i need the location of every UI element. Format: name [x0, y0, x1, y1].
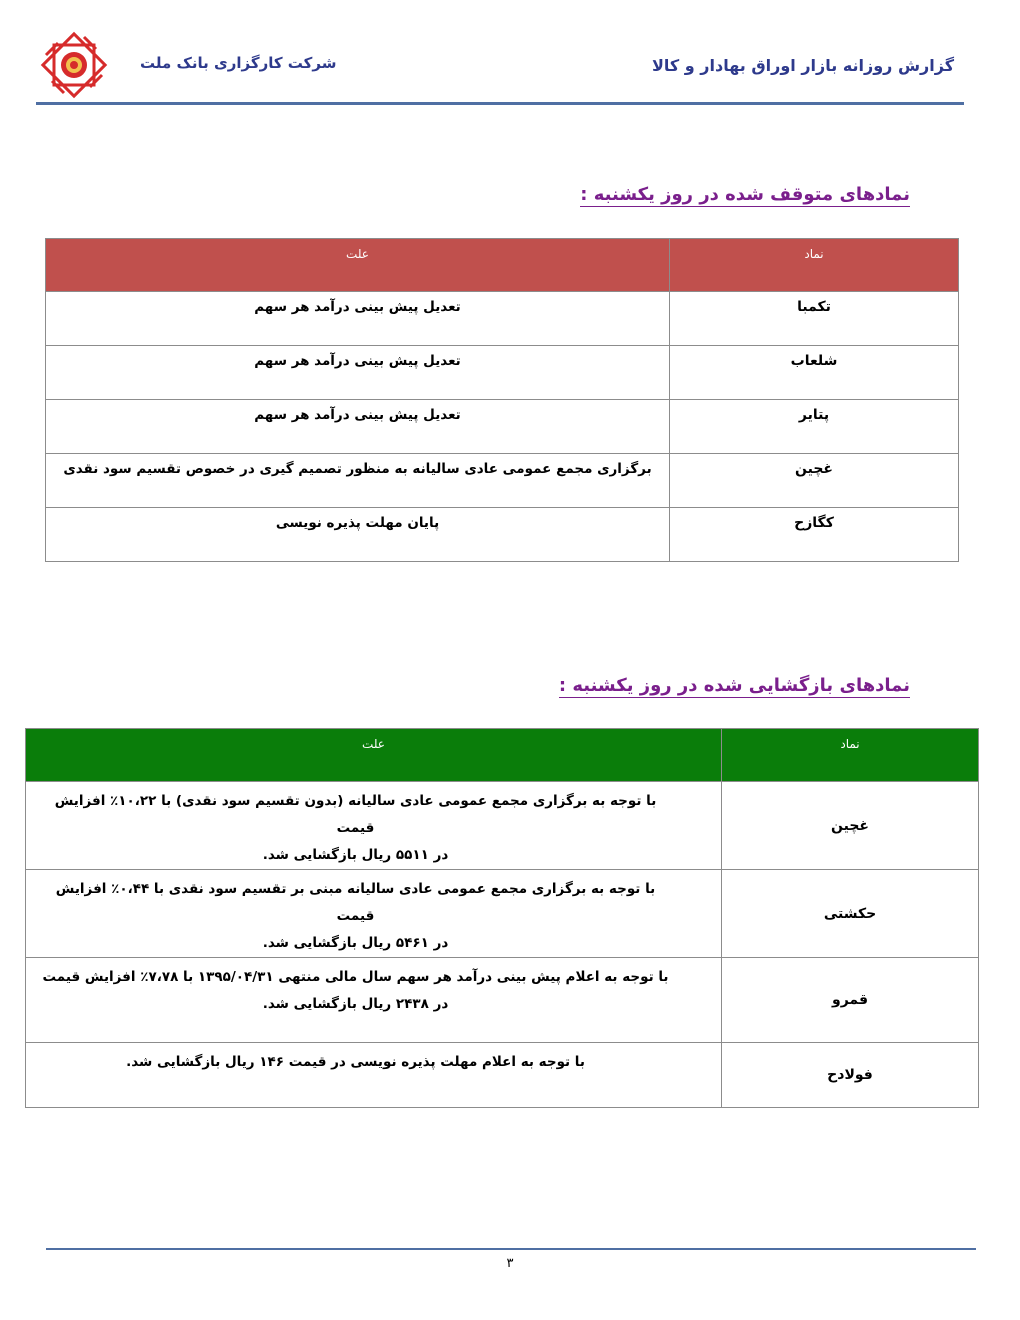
table-row [26, 1043, 979, 1108]
header-rule [36, 102, 964, 105]
halted-section-title: نمادهای متوقف شده در روز یکشنبه : [580, 184, 910, 205]
reason-line-1: با توجه به اعلام مهلت پذیره نویسی در قیمت ۱۴۶ ریال بازگشایی شد. [126, 1054, 585, 1070]
table-header-row [26, 729, 979, 782]
reason-cell [26, 782, 722, 870]
reason-cell: تعدیل پیش بینی درآمد هر سهم [46, 400, 670, 454]
table-row [46, 508, 959, 562]
symbol-cell: کگازح [670, 508, 959, 562]
symbol-cell: غچین [670, 454, 959, 508]
report-title: گزارش روزانه بازار اوراق بهادار و کالا [651, 56, 954, 75]
reason-cell [26, 870, 722, 958]
column-header-reason: علت [46, 239, 670, 292]
halted-table [45, 238, 959, 562]
reason-line-2: در ۲۴۳۸ ریال بازگشایی شد. [262, 996, 449, 1012]
reopened-table [25, 728, 979, 1108]
reason-cell: پایان مهلت پذیره نویسی [46, 508, 670, 562]
reason-cell: تعدیل پیش بینی درآمد هر سهم [46, 346, 670, 400]
reason-cell: برگزاری مجمع عمومی عادی سالیانه به منظور تصمیم گیری در خصوص تقسیم سود نقدی [46, 454, 670, 508]
table-header-row [46, 239, 959, 292]
symbol-cell: شلعاب [670, 346, 959, 400]
symbol-cell: غچین [722, 782, 979, 870]
page-number: ۳ [506, 1256, 514, 1271]
symbol-cell: حکشتی [722, 870, 979, 958]
symbol-cell: تکمبا [670, 292, 959, 346]
footer-rule [46, 1248, 976, 1250]
reason-cell [26, 958, 722, 1043]
reason-line-1: با توجه به برگزاری مجمع عمومی عادی سالیانه (بدون تقسیم سود نقدی) با ۱۰،۲۲٪ افزایش قیمت [54, 793, 657, 836]
table-row [26, 782, 979, 870]
reason-cell [26, 1043, 722, 1108]
symbol-cell: فولادح [722, 1043, 979, 1108]
bank-mellat-logo-icon [40, 31, 108, 99]
reason-line-2: در ۵۴۶۱ ریال بازگشایی شد. [262, 935, 449, 951]
table-row [26, 870, 979, 958]
table-row [46, 346, 959, 400]
table-row [26, 958, 979, 1043]
reason-line-2: در ۵۵۱۱ ریال بازگشایی شد. [262, 847, 449, 863]
company-name: شرکت کارگزاری بانک ملت [140, 54, 337, 72]
column-header-symbol: نماد [722, 729, 979, 782]
column-header-symbol: نماد [670, 239, 959, 292]
symbol-cell: قمرو [722, 958, 979, 1043]
column-header-reason: علت [26, 729, 722, 782]
table-row [46, 400, 959, 454]
reason-line-1: با توجه به اعلام پیش بینی درآمد هر سهم سال مالی منتهی ۱۳۹۵/۰۴/۳۱ با ۷،۷۸٪ افزایش قیمت [42, 969, 669, 985]
reason-cell: تعدیل پیش بینی درآمد هر سهم [46, 292, 670, 346]
table-row [46, 454, 959, 508]
reopened-section-title: نمادهای بازگشایی شده در روز یکشنبه : [558, 675, 910, 696]
symbol-cell: پتایر [670, 400, 959, 454]
reason-line-1: با توجه به برگزاری مجمع عمومی عادی سالیانه مبنی بر تقسیم سود نقدی با ۰،۴۴٪ افزایش قیمت [55, 881, 656, 924]
table-row [46, 292, 959, 346]
